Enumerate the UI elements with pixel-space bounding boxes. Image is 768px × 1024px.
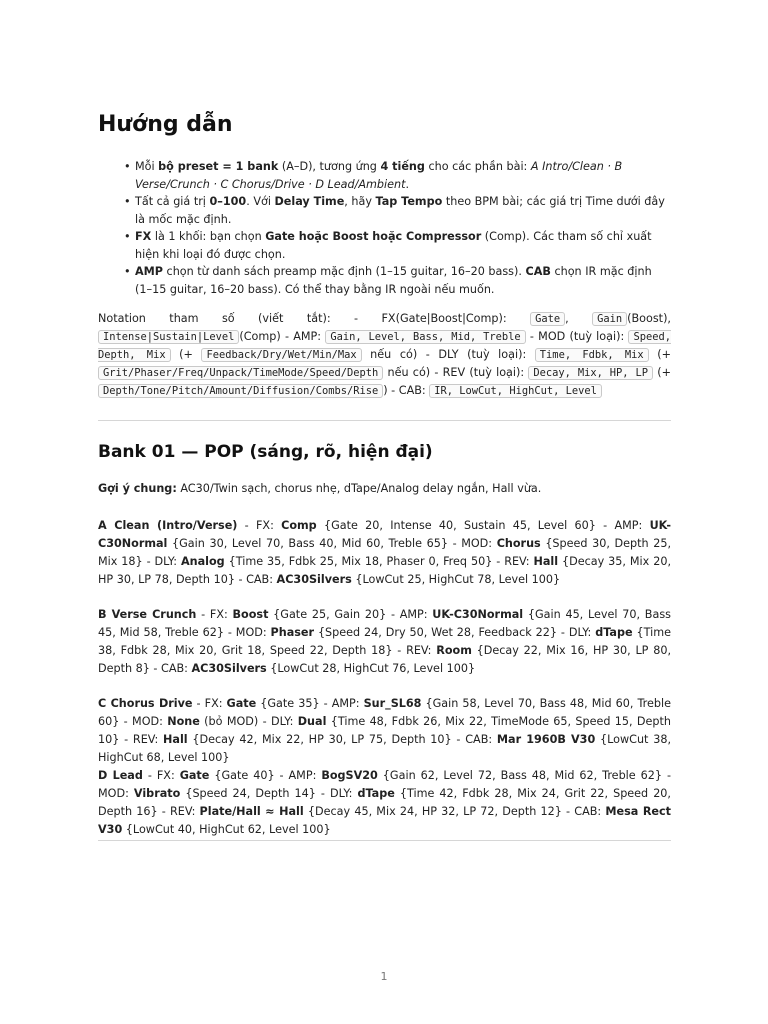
param-code: Feedback/Dry/Wet/Min/Max — [201, 348, 361, 362]
bold-text: dTape — [357, 787, 395, 800]
preset-a — [98, 517, 671, 589]
bold-text: Gợi ý chung: — [98, 482, 177, 495]
text-run: nếu có) - DLY (tuỳ loại): — [361, 348, 535, 361]
instruction-item — [124, 158, 669, 193]
text-run: chọn IR mặc định (1–15 guitar, 16–20 bass). Có thể thay bằng IR ngoài nếu muốn. — [135, 265, 652, 296]
bold-text: Tap Tempo — [375, 195, 443, 208]
text-run: {Speed 24, Dry 50, Wet 28, Feedback 22} - DLY: — [314, 626, 596, 639]
text-run: {Time 38, Fdbk 28, Mix 20, Grit 18, Speed 22, Depth 18} - REV: — [98, 626, 671, 657]
bold-text: CAB — [525, 265, 551, 278]
bold-text: UK-C30Normal — [432, 608, 524, 621]
bold-text: D Lead — [98, 769, 143, 782]
bold-text: bộ preset = 1 bank — [158, 160, 279, 173]
text-run: {LowCut 38, HighCut 68, Level 100} — [98, 733, 671, 764]
instruction-item — [124, 228, 669, 263]
text-run: {Time 42, Fdbk 28, Mix 24, Grit 22, Speed 20, Depth 16} - REV: — [98, 787, 671, 818]
bold-text: AC30Silvers — [276, 573, 352, 586]
param-code: Intense|Sustain|Level — [98, 330, 239, 344]
param-code: Gate — [530, 312, 565, 326]
text-run: Tất cả giá trị — [135, 195, 210, 208]
divider — [98, 840, 671, 841]
text-run: (Comp) - AMP: — [239, 330, 326, 343]
bold-text: B Verse Crunch — [98, 608, 197, 621]
instruction-item — [124, 193, 669, 228]
text-run: {Decay 42, Mix 22, HP 30, LP 75, Depth 10} - CAB: — [187, 733, 497, 746]
text-run: {Gate 25, Gain 20} - AMP: — [268, 608, 433, 621]
param-code: Time, Fdbk, Mix — [535, 348, 649, 362]
text-run: ) - CAB: — [383, 384, 430, 397]
text-run: {Gate 20, Intense 40, Sustain 45, Level 60} - AMP: — [316, 519, 650, 532]
bold-text: Plate/Hall ≈ Hall — [199, 805, 304, 818]
text-run: {Decay 35, Mix 20, HP 30, LP 78, Depth 10} - CAB: — [98, 555, 671, 586]
page-number: 1 — [380, 970, 388, 983]
bold-text: UK-C30Normal — [98, 519, 672, 550]
text-run: , hãy — [344, 195, 376, 208]
param-code: Decay, Mix, HP, LP — [528, 366, 653, 380]
bold-text: Delay Time — [274, 195, 345, 208]
preset-d — [98, 767, 671, 839]
text-run: {LowCut 40, HighCut 62, Level 100} — [122, 823, 331, 836]
text-run: . — [405, 177, 410, 191]
page-title: Hướng dẫn — [98, 112, 233, 137]
text-run: {LowCut 28, HighCut 76, Level 100} — [266, 662, 476, 675]
bold-text: Phaser — [270, 626, 315, 639]
bold-text: FX — [135, 230, 152, 243]
text-run: {LowCut 25, HighCut 78, Level 100} — [351, 573, 561, 586]
bold-text: Comp — [281, 519, 317, 532]
bold-text: Analog — [180, 555, 225, 568]
text-run: {Decay 22, Mix 16, HP 30, LP 80, Depth 8} - CAB: — [98, 644, 671, 675]
divider — [98, 420, 671, 421]
bold-text: Gate — [226, 697, 257, 710]
text-run: cho các phần bài: — [424, 160, 531, 173]
text-run: {Speed 24, Depth 14} - DLY: — [180, 787, 358, 800]
preset-c — [98, 695, 671, 767]
text-run: - FX: — [196, 608, 233, 621]
bold-text: AMP — [135, 265, 163, 278]
text-run: - FX: — [192, 697, 227, 710]
italic-text: A Intro/Clean · B Verse/Crunch · C Chorus/Drive · D Lead/Ambient — [135, 160, 623, 191]
text-run: {Time 35, Fdbk 25, Mix 18, Phaser 0, Freq 50} - REV: — [224, 555, 534, 568]
bold-text: dTape — [595, 626, 633, 639]
bold-text: 0–100 — [209, 195, 247, 208]
bold-text: 4 tiếng — [380, 160, 425, 173]
notation-paragraph — [98, 310, 671, 400]
param-code: Grit/Phaser/Freq/Unpack/TimeMode/Speed/Depth — [98, 366, 383, 380]
text-run: . Với — [246, 195, 275, 208]
bold-text: None — [167, 715, 200, 728]
text-run: {Gain 62, Level 72, Bass 48, Mid 62, Treble 62} - MOD: — [98, 769, 671, 800]
text-run: (bỏ MOD) - DLY: — [199, 715, 298, 728]
text-run: Notation tham số (viết tắt): - FX(Gate|Boost|Comp): — [98, 312, 531, 325]
text-run: {Gate 35} - AMP: — [256, 697, 364, 710]
text-run: - MOD (tuỳ loại): — [525, 330, 629, 343]
text-run: theo BPM bài; các giá trị Time dưới đây là mốc mặc định. — [135, 195, 665, 226]
text-run: {Gate 40} - AMP: — [209, 769, 322, 782]
text-run: AC30/Twin sạch, chorus nhẹ, dTape/Analog delay ngắn, Hall vừa. — [176, 482, 542, 495]
text-run: (+ — [653, 366, 671, 379]
instruction-item — [124, 263, 669, 298]
text-run: {Gain 30, Level 70, Bass 40, Mid 60, Treble 65} - MOD: — [167, 537, 497, 550]
text-run: là 1 khối: bạn chọn — [151, 230, 266, 243]
text-run: (+ — [170, 348, 202, 361]
bold-text: Mesa Rect V30 — [98, 805, 672, 836]
text-run: {Speed 30, Depth 25, Mix 18} - DLY: — [98, 537, 671, 568]
text-run: (+ — [648, 348, 671, 361]
bold-text: A Clean (Intro/Verse) — [98, 519, 238, 532]
bold-text: Sur_SL68 — [363, 697, 422, 710]
text-run: nếu có) - REV (tuỳ loại): — [383, 366, 529, 379]
bold-text: Mar 1960B V30 — [496, 733, 596, 746]
bold-text: AC30Silvers — [191, 662, 267, 675]
text-run: (Comp). Các tham số chỉ xuất hiện khi loại đó được chọn. — [135, 230, 652, 261]
param-code: Gain, Level, Bass, Mid, Treble — [325, 330, 525, 344]
text-run: {Gain 58, Level 70, Bass 48, Mid 60, Treble 60} - MOD: — [98, 697, 671, 728]
text-run: - FX: — [142, 769, 180, 782]
general-suggestion — [98, 480, 671, 498]
bank-title: Bank 01 — POP (sáng, rõ, hiện đại) — [98, 442, 433, 462]
instruction-list — [124, 158, 669, 298]
text-run: {Gain 45, Level 70, Bass 45, Mid 58, Treble 62} - MOD: — [98, 608, 671, 639]
param-code: Speed, Depth, Mix — [98, 331, 672, 361]
bold-text: Room — [436, 644, 472, 657]
bold-text: Boost — [232, 608, 269, 621]
text-run: chọn từ danh sách preamp mặc định (1–15 guitar, 16–20 bass). — [163, 265, 526, 278]
param-code: IR, LowCut, HighCut, Level — [429, 384, 602, 398]
bold-text: C Chorus Drive — [98, 697, 193, 710]
bold-text: Dual — [297, 715, 327, 728]
param-code: Gain — [592, 312, 627, 326]
param-code: Depth/Tone/Pitch/Amount/Diffusion/Combs/Rise — [98, 384, 383, 398]
text-run: {Time 48, Fdbk 26, Mix 22, TimeMode 65, Speed 15, Depth 10} - REV: — [98, 715, 672, 746]
text-run: , — [565, 312, 593, 325]
bold-text: Hall — [533, 555, 559, 568]
bold-text: Chorus — [496, 537, 541, 550]
bold-text: BogSV20 — [321, 769, 378, 782]
bold-text: Vibrato — [133, 787, 181, 800]
bold-text: Hall — [163, 733, 188, 746]
preset-b — [98, 606, 671, 678]
text-run: (A–D), tương ứng — [278, 160, 381, 173]
bold-text: Gate — [179, 769, 210, 782]
text-run: (Boost), — [627, 312, 671, 325]
text-run: - FX: — [237, 519, 282, 532]
bold-text: Gate hoặc Boost hoặc Compressor — [265, 230, 482, 243]
text-run: Mỗi — [135, 160, 159, 173]
text-run: {Decay 45, Mix 24, HP 32, LP 72, Depth 12} - CAB: — [303, 805, 606, 818]
